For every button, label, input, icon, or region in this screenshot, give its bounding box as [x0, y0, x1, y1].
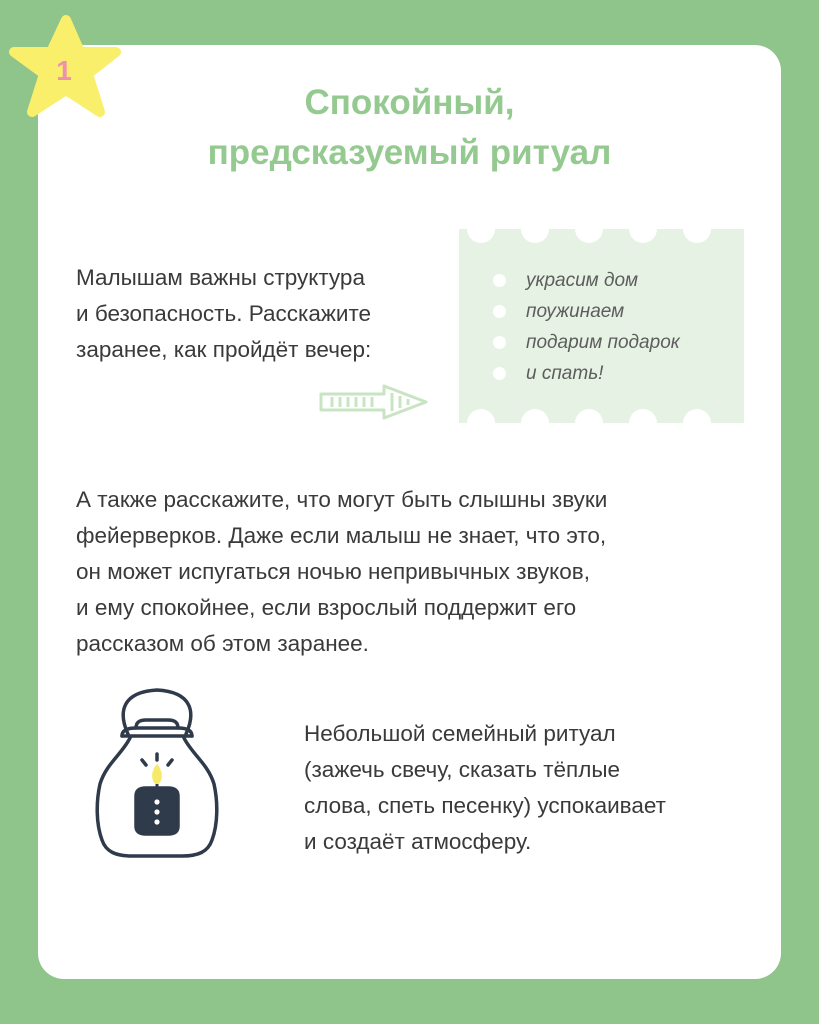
title-line: Спокойный,	[304, 83, 515, 122]
list-item	[490, 358, 680, 389]
intro-line: и безопасность. Расскажите	[76, 301, 372, 326]
plan-list	[490, 265, 680, 389]
paragraph-line: (зажечь свечу, сказать тёплые	[304, 757, 621, 782]
intro-line: Малышам важны структура	[76, 265, 365, 290]
paragraph-line: и ему спокойнее, если взрослый поддержит его	[76, 595, 577, 620]
title-line: предсказуемый ритуал	[207, 133, 612, 172]
paragraph-line: Небольшой семейный ритуал	[304, 721, 616, 746]
list-item-label: украсим дом	[526, 270, 639, 291]
paragraph-line: он может испугаться ночью непривычных звуков,	[76, 559, 590, 584]
ritual-paragraph	[304, 716, 754, 860]
intro-line: заранее, как пройдёт вечер:	[76, 337, 372, 362]
fireworks-paragraph	[76, 482, 756, 662]
bullet-icon	[493, 305, 506, 318]
list-item	[490, 265, 680, 296]
bullet-icon	[493, 336, 506, 349]
arrow-icon	[318, 384, 430, 420]
paragraph-line: фейерверков. Даже если малыш не знает, что это,	[76, 523, 607, 548]
paragraph-line: рассказом об этом заранее.	[76, 631, 369, 656]
paragraph-line: и создаёт атмосферу.	[304, 829, 532, 854]
list-item-label: поужинаем	[526, 301, 625, 322]
list-item	[490, 296, 680, 327]
badge-number: 1	[56, 55, 72, 86]
list-item-label: подарим подарок	[526, 332, 680, 353]
paragraph-line: А также расскажите, что могут быть слышны звуки	[76, 487, 608, 512]
bullet-icon	[493, 367, 506, 380]
bullet-icon	[493, 274, 506, 287]
intro-text	[76, 260, 446, 368]
page-title	[38, 78, 781, 178]
lantern-candle-icon	[92, 684, 222, 862]
list-item-label: и спать!	[526, 363, 604, 384]
paragraph-line: слова, спеть песенку) успокаивает	[304, 793, 666, 818]
list-item	[490, 327, 680, 358]
